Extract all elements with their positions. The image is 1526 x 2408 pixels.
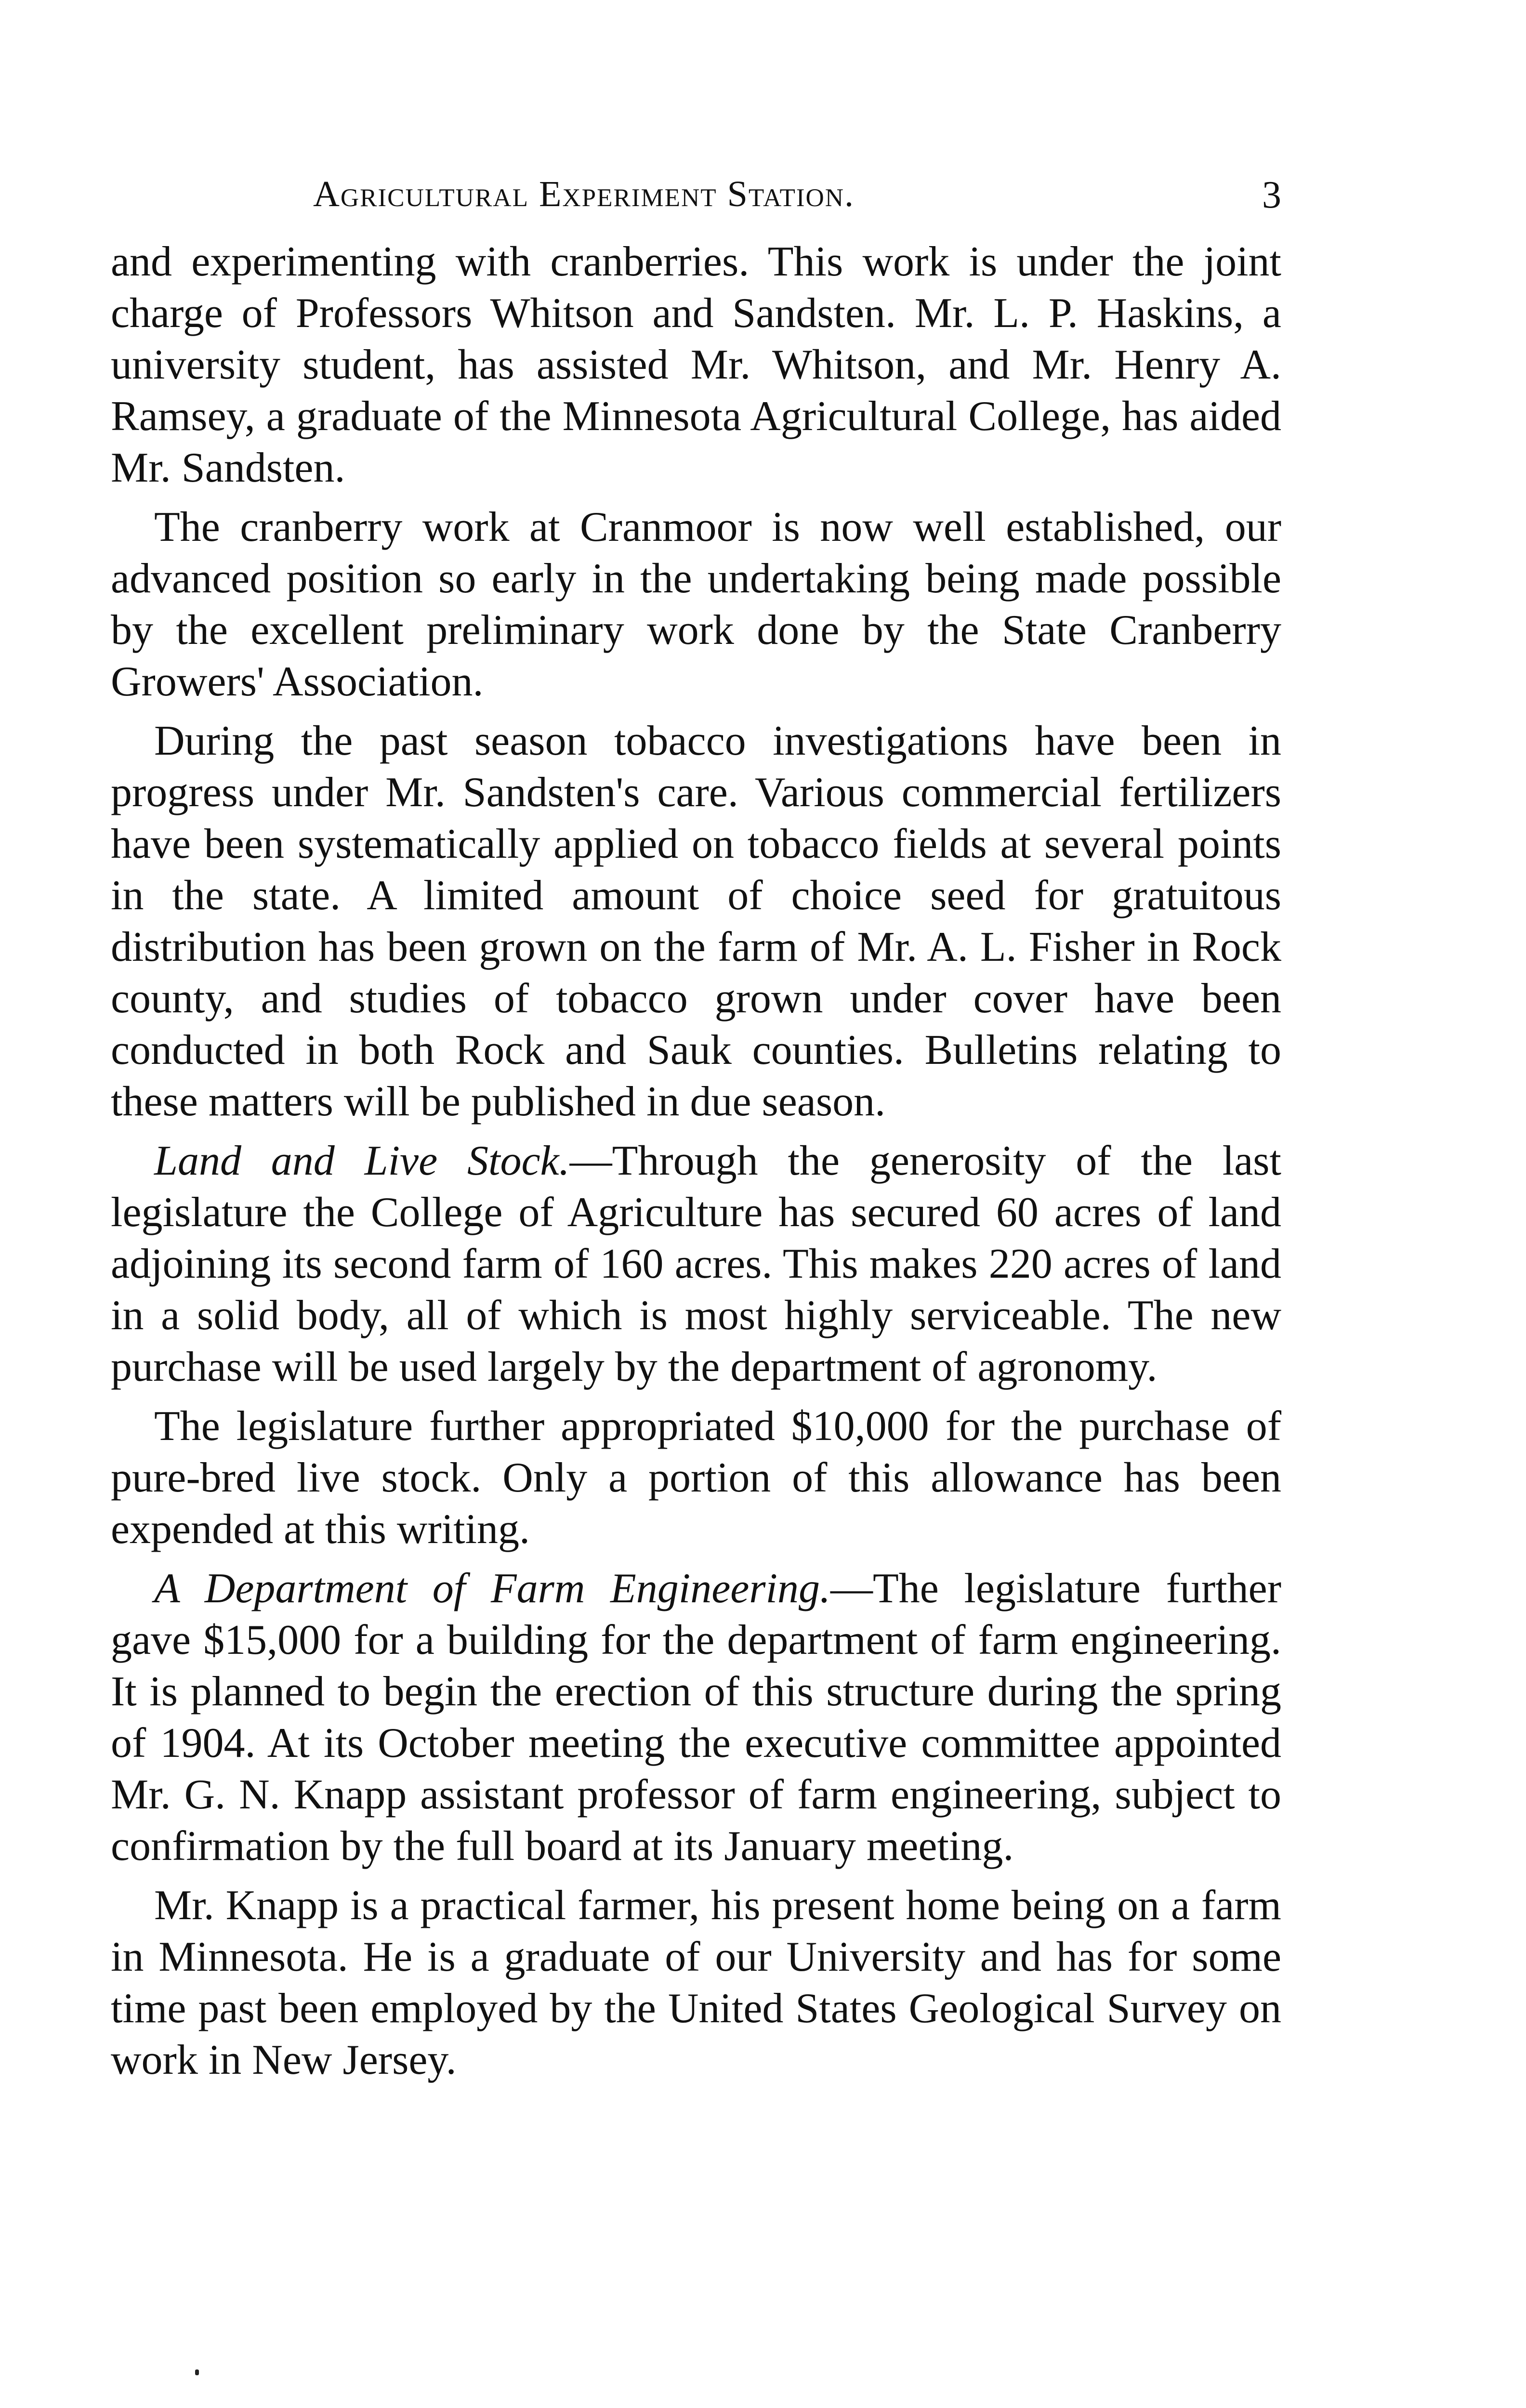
paragraph-farm-engineering <box>111 1563 1281 1872</box>
paragraph-text: The legislature further appropriated $10,000 for the purchase of pure-bred live stock. Only a portion of this allowance has been expended at this writing. <box>111 1403 1281 1553</box>
paragraph-text: The cranberry work at Cranmoor is now well established, our advanced position so early in the undertaking being made possible by the excellent preliminary work done by the State Cranberry Growers' Association. <box>111 504 1281 705</box>
paragraph-text: —Through the generosity of the last legislature the College of Agriculture has secured 60 acres of land adjoining its second farm of 160 acres. This makes 220 acres of land in a solid body, all of which is most highly serviceable. The new purchase will be used largely by the department of agronomy. <box>111 1138 1281 1390</box>
paragraph-3 <box>111 715 1281 1127</box>
paragraph-text: and experimenting with cranberries. This work is under the joint charge of Professors Whitson and Sandsten. Mr. L. P. Haskins, a university student, has assisted Mr. Whitson, and Mr. Henry A. Ramsey, a graduate of the Minnesota Agricultural College, has aided Mr. Sandsten. <box>111 238 1281 491</box>
paragraph-text: Mr. Knapp is a practical farmer, his present home being on a farm in Minnesota. He is a graduate of our University and has for some time past been employed by the United States Geological Survey on work in New Jersey. <box>111 1882 1281 2083</box>
paragraph-2 <box>111 501 1281 707</box>
section-title: Land and Live Stock. <box>154 1138 570 1184</box>
running-head: Agricultural Experiment Station. <box>313 174 855 214</box>
body-text <box>111 236 1281 2086</box>
paragraph-7 <box>111 1880 1281 2086</box>
page-number: 3 <box>1262 174 1281 216</box>
book-page <box>111 159 1281 2374</box>
paragraph-5 <box>111 1400 1281 1555</box>
paragraph-text: —The legislature further gave $15,000 for a building for the department of farm engineering. It is planned to begin the erection of this structure during the spring of 1904. At its October meeting the executive committee appointed Mr. G. N. Knapp assistant professor of farm engineering, subject to confirmation by the full board at its January meeting. <box>111 1565 1282 1870</box>
section-title: A Department of Farm Engineering. <box>154 1565 831 1612</box>
paragraph-text: During the past season tobacco investigations have been in progress under Mr. Sandsten's care. Various commercial fertilizers have been systematically applied on tobacco fields at several points in the state. A limited amount of choice seed for gratuitous distribution has been grown on the farm of Mr. A. L. Fisher in Rock county, and studies of tobacco grown under cover have been conducted in both Rock and Sauk counties. Bulletins relating to these matters will be published in due season. <box>111 718 1281 1125</box>
ink-speck <box>195 2369 199 2375</box>
paragraph-1 <box>111 236 1281 494</box>
paragraph-land-and-live-stock <box>111 1135 1281 1393</box>
page-header <box>111 159 1281 216</box>
